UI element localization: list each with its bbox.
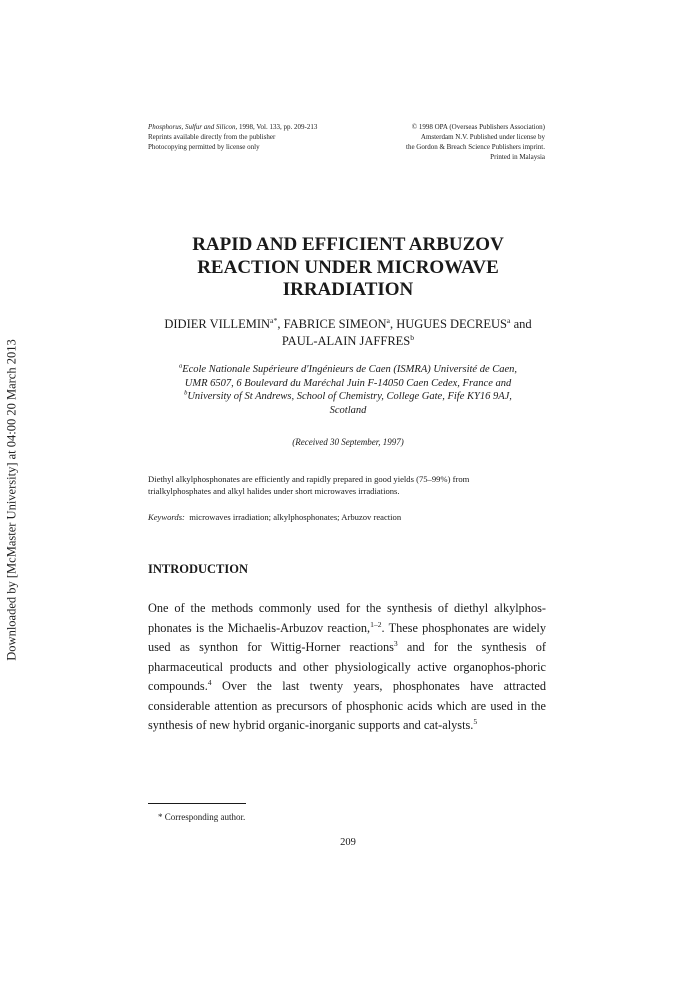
download-watermark xyxy=(0,330,24,670)
footnote-divider xyxy=(148,803,246,804)
author-simeon: , FABRICE SIMEON xyxy=(277,317,387,331)
paper-title xyxy=(148,234,548,302)
affiliations xyxy=(148,363,548,417)
reprints-note: Reprints available directly from the publisher xyxy=(148,133,276,141)
journal-name: Phosphorus, Sulfur and Silicon, xyxy=(148,123,238,131)
affiliation-a-mark: a xyxy=(178,362,183,370)
title-line-2: REACTION UNDER MICROWAVE xyxy=(197,256,499,278)
intro-ref-4: 5 xyxy=(473,716,478,726)
affiliation-b-line-2: Scotland xyxy=(329,404,367,416)
abstract-line-1: Diethyl alkylphosphonates are efficiently and rapidly prepared in good yields (75–99%) from xyxy=(148,474,470,484)
intro-text-1: One of the methods commonly used for the synthesis of diethyl alkylphos-phonates is the Michaelis-Arbuzov reaction, xyxy=(148,601,546,635)
affiliation-b-mark: b xyxy=(184,389,188,397)
footnote: * Corresponding author. xyxy=(158,812,246,822)
introduction-body xyxy=(148,599,546,736)
page-number: 209 xyxy=(340,837,356,848)
intro-text-3: and for the synthesis of pharmaceutical products and other physiologically active organophos-phoric compounds. xyxy=(148,640,546,693)
author-decreus-mark: a xyxy=(506,315,511,325)
affiliation-a-line-1 xyxy=(148,363,548,377)
author-villemin: DIDIER VILLEMIN xyxy=(164,317,271,331)
affiliation-b-text-1: University of St Andrews, School of Chemistry, College Gate, Fife KY16 9AJ, xyxy=(187,391,512,402)
received-date: (Received 30 September, 1997) xyxy=(292,437,404,447)
author-list xyxy=(148,316,548,350)
intro-text-2: . These phosphonates are widely used as synthon for Wittig-Horner reactions xyxy=(148,620,546,654)
intro-text-4: Over the last twenty years, phosphonates have attracted considerable attention as precursors of phosphonic acids which are used in the synthesis of new hybrid organic-inorganic supports and cat-alysts. xyxy=(148,679,546,732)
copyright-header xyxy=(340,122,545,162)
keywords-text: microwaves irradiation; alkylphosphonates; Arbuzov reaction xyxy=(184,512,402,522)
intro-ref-3: 4 xyxy=(207,677,212,687)
copyright-line-1: © 1998 OPA (Overseas Publishers Association) xyxy=(411,123,545,131)
author-jaffres-mark: b xyxy=(410,332,415,342)
author-line-2 xyxy=(148,333,548,350)
intro-ref-2: 3 xyxy=(393,638,398,648)
title-line-1: RAPID AND EFFICIENT ARBUZOV xyxy=(192,234,504,255)
author-line-1 xyxy=(148,316,548,333)
introduction-paragraph xyxy=(148,599,546,736)
photocopy-note: Photocopying permitted by license only xyxy=(148,143,260,151)
copyright-line-3: the Gordon & Breach Science Publishers imprint. xyxy=(406,143,545,151)
affiliation-b-line-1 xyxy=(148,390,548,404)
keywords xyxy=(148,512,546,522)
author-villemin-mark: a* xyxy=(270,315,278,325)
title-line-3: IRRADIATION xyxy=(282,279,414,300)
abstract xyxy=(148,474,546,497)
author-simeon-mark: a xyxy=(386,315,390,325)
affiliation-a-text-1: Ecole Nationale Supérieure d'Ingénieurs de Caen (ISMRA) Université de Caen, xyxy=(182,364,518,375)
section-heading: INTRODUCTION xyxy=(148,562,249,576)
download-watermark-text: Downloaded by [McMaster University] at 04:00 20 March 2013 xyxy=(4,339,19,661)
keywords-label: Keywords: xyxy=(148,512,185,522)
printed-in: Printed in Malaysia xyxy=(490,153,545,161)
author-conjunction: and xyxy=(510,317,532,331)
author-jaffres: PAUL-ALAIN JAFFRES xyxy=(281,334,411,348)
journal-volume: 1998, Vol. 133, pp. 209-213 xyxy=(237,123,318,131)
copyright-line-2: Amsterdam N.V. Published under license by xyxy=(420,133,545,141)
abstract-line-2: trialkylphosphates and alkyl halides under short microwaves irradiations. xyxy=(148,485,400,496)
intro-ref-1: 1–2 xyxy=(370,619,382,629)
author-decreus: , HUGUES DECREUS xyxy=(389,317,507,331)
affiliation-a-line-2: UMR 6507, 6 Boulevard du Maréchal Juin F-14050 Caen Cedex, France and xyxy=(184,377,512,389)
